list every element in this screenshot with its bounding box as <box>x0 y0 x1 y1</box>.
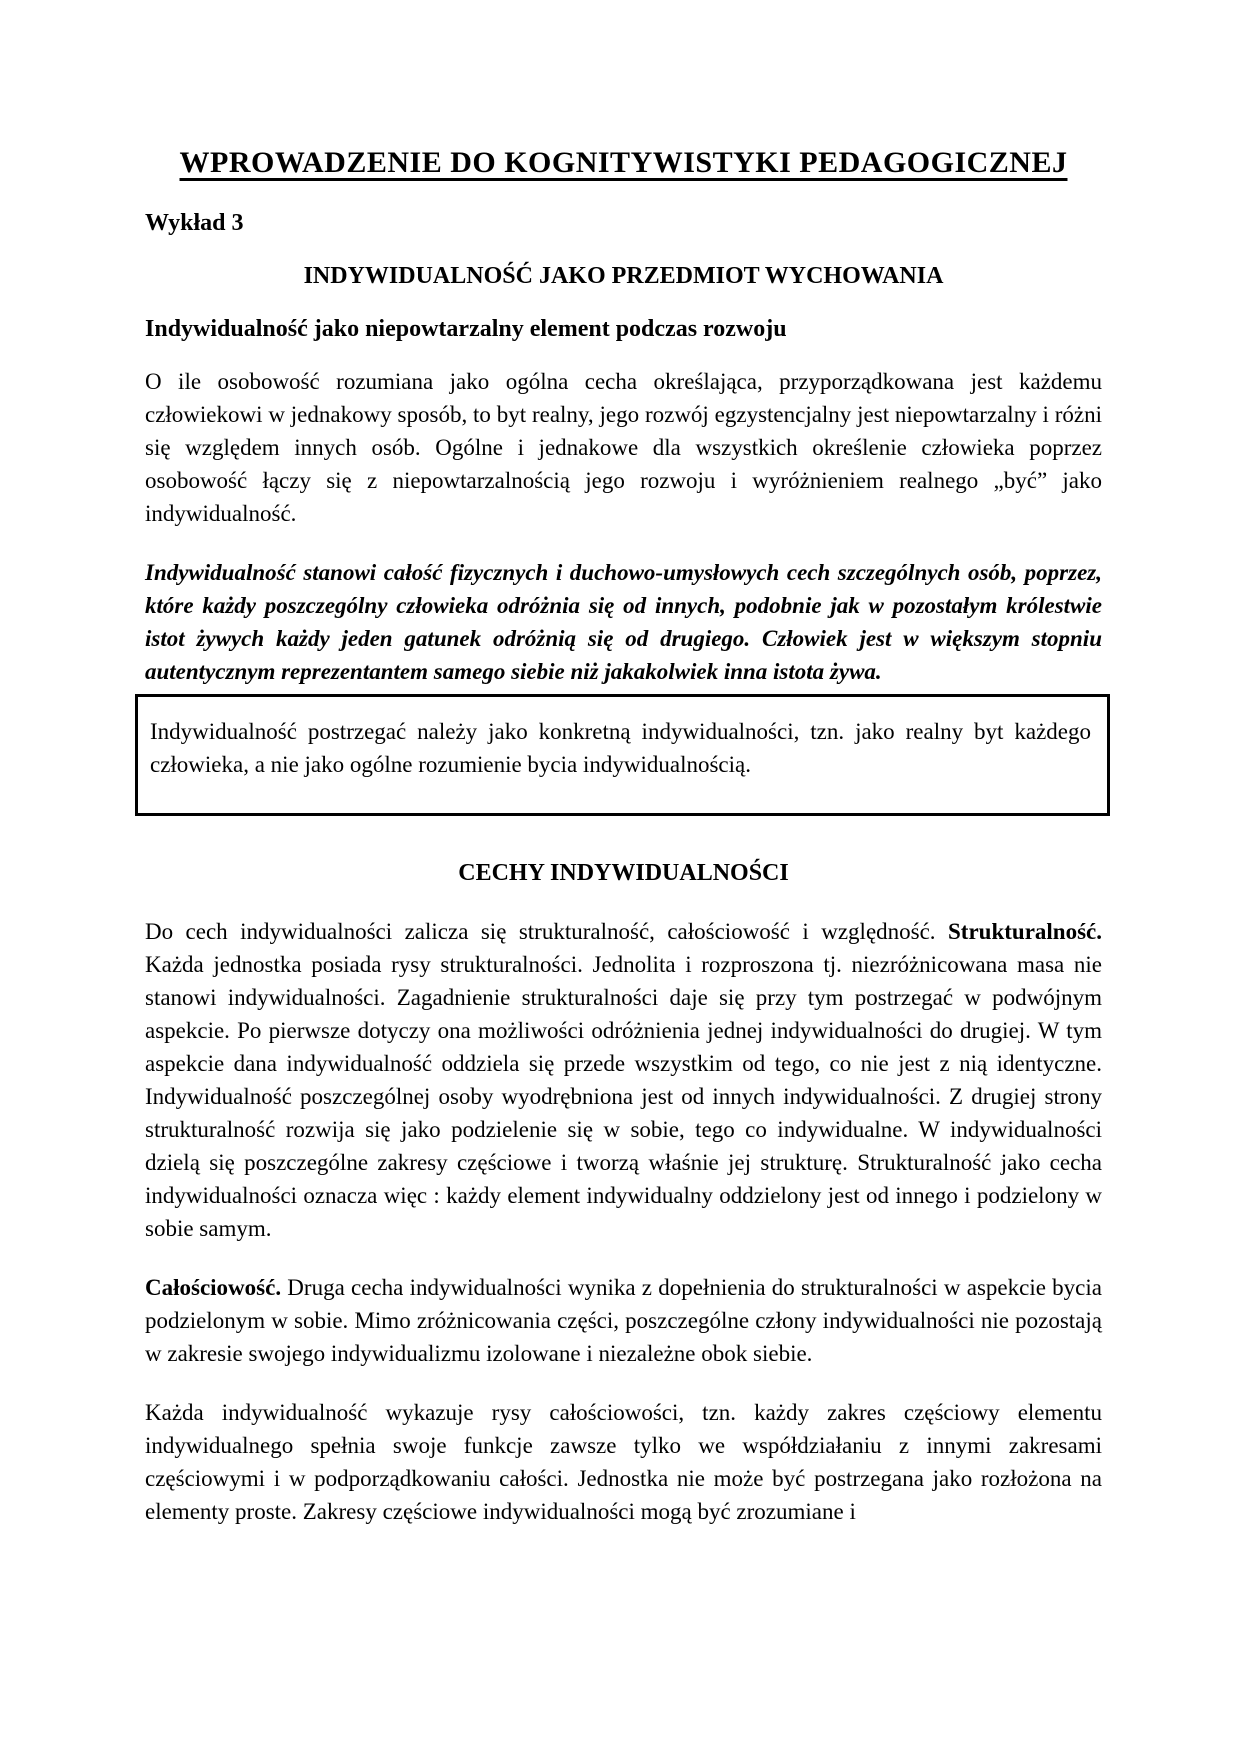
document-subtitle: INDYWIDUALNOŚĆ JAKO PRZEDMIOT WYCHOWANIA <box>303 263 944 289</box>
lecture-number-label: Wykład 3 <box>145 210 244 236</box>
structuralnosc-term: Strukturalność. <box>948 919 1102 944</box>
paragraph-individuality-emphasis: Indywidualność stanowi całość fizycznych i duchowo-umysłowych cech szczególnych osób, poprzez, które każdy poszczególny człowieka odróżnia się od innych, podobnie jak w pozostałym królestwie istot żywych każdy jeden gatunek odróżnią się od drugiego. Człowiek jest w większym stopniu autentycznym reprezentantem samego siebie niż jakakolwiek inna istota żywa. <box>145 560 1102 684</box>
section-individuality-heading: Indywidualność jako niepowtarzalny element podczas rozwoju <box>145 316 787 342</box>
boxed-note <box>135 694 1110 816</box>
paragraph-individuality-intro: O ile osobowość rozumiana jako ogólna cecha określająca, przyporządkowana jest każdemu człowiekowi w jednakowy sposób, to byt realny, jego rozwój egzystencjalny jest niepowtarzalny i różni się względem innych osób. Ogólne i jednakowe dla wszystkich określenie człowieka poprzez osobowość łączy się z niepowtarzalnością jego rozwoju i wyróżnieniem realnego „być” jako indywidualność. <box>145 369 1102 526</box>
document-title: WPROWADZENIE DO KOGNITYWISTYKI PEDAGOGICZNEJ <box>179 146 1068 179</box>
boxed-note-text: Indywidualność postrzegać należy jako konkretną indywidualności, tzn. jako realny byt każdego człowieka, a nie jako ogólne rozumienie bycia indywidualnością. <box>150 719 1091 777</box>
section-features-heading: CECHY INDYWIDUALNOŚCI <box>458 860 789 886</box>
paragraph-calosciowosc <box>145 1271 1102 1370</box>
structuralnosc-body-text: Każda jednostka posiada rysy strukturalności. Jednolita i rozproszona tj. niezróżnicowana masa nie stanowi indywidualności. Zagadnienie strukturalności daje się przy tym postrzegać w podwójnym aspekcie. Po pierwsze dotyczy ona możliwości odróżnienia jednej indywidualności do drugiej. W tym aspekcie dana indywidualność oddziela się przede wszystkim od tego, co nie jest z nią identyczne. Indywidualność poszczególnej osoby wyodrębniona jest od innych indywidualności. Z drugiej strony strukturalność rozwija się jako podzielenie się w sobie, tego co indywidualne. W indywidualności dzielą się poszczególne zakresy częściowe i tworzą właśnie jej strukturę. Strukturalność jako cecha indywidualności oznacza więc : każdy element indywidualny oddzielony jest od innego i podzielony w sobie samym. <box>145 952 1102 1241</box>
calosciowosc-term: Całościowość. <box>145 1275 282 1300</box>
paragraph-structuralnosc <box>145 915 1102 1245</box>
structuralnosc-intro-text: Do cech indywidualności zalicza się strukturalność, całościowość i względność. <box>145 919 948 944</box>
calosciowosc-body-text: Druga cecha indywidualności wynika z dopełnienia do strukturalności w aspekcie bycia podzielonym w sobie. Mimo zróżnicowania części, poszczególne człony indywidualności nie pozostają w zakresie swojego indywidualizmu izolowane i niezależne obok siebie. <box>145 1275 1102 1366</box>
paragraph-wholeness: Każda indywidualność wykazuje rysy całościowości, tzn. każdy zakres częściowy elementu indywidualnego spełnia swoje funkcje zawsze tylko we współdziałaniu z innymi zakresami częściowymi i w podporządkowaniu całości. Jednostka nie może być postrzegana jako rozłożona na elementy proste. Zakresy częściowe indywidualności mogą być zrozumiane i <box>145 1400 1102 1524</box>
